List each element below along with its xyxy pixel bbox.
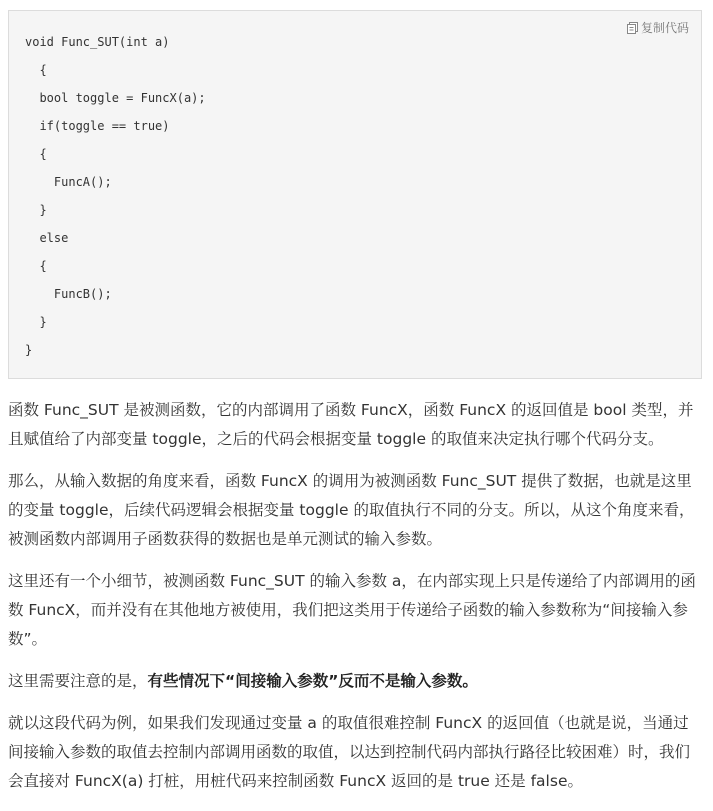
paragraph-4-prefix: 这里需要注意的是， <box>8 672 148 690</box>
code-lines <box>25 33 206 369</box>
paragraph-2: 那么，从输入数据的角度来看，函数 FuncX 的调用为被测函数 Func_SUT 提供了数据，也就是这里的变量 toggle，后续代码逻辑会根据变量 toggle 的取值执行不同的分支。所以，从这个角度来看，被测函数内部调用子函数获得的数据也是单元测试的输入参数。 <box>8 472 695 548</box>
paragraph-5: 就以这段代码为例，如果我们发现通过变量 a 的取值很难控制 FuncX 的返回值（也就是说，当通过间接输入参数的取值去控制内部调用函数的取值，以达到控制代码内部执行路径比较困难）时，我们会直接对 FuncX(a) 打桩，用桩代码来控制函数 FuncX 返回的是 true 还是 false。 <box>8 714 691 790</box>
paragraph-4 <box>8 667 704 696</box>
code-line: bool toggle = FuncX(a); <box>25 91 206 105</box>
paragraph-3: 这里还有一个小细节，被测函数 Func_SUT 的输入参数 a，在内部实现上只是传递给了内部调用的函数 FuncX，而并没有在其他地方被使用，我们把这类用于传递给子函数的输入参数称为“间接输入参数”。 <box>8 572 696 648</box>
copy-code-button[interactable] <box>627 19 689 36</box>
copy-code-label: 复制代码 <box>640 21 689 35</box>
code-line: FuncA(); <box>25 175 112 189</box>
code-line: void Func_SUT(int a) <box>25 35 170 49</box>
code-line: } <box>25 203 47 217</box>
code-line: } <box>25 343 33 357</box>
paragraph-4-emphasis: 有些情况下“间接输入参数”反而不是输入参数。 <box>147 672 478 690</box>
code-line: else <box>25 231 69 245</box>
code-block <box>8 10 702 379</box>
code-line: FuncB(); <box>25 287 112 301</box>
code-line: } <box>25 315 47 329</box>
code-line: { <box>25 147 47 161</box>
code-line: if(toggle == true) <box>25 119 170 133</box>
paragraph-1: 函数 Func_SUT 是被测函数，它的内部调用了函数 FuncX，函数 FuncX 的返回值是 bool 类型，并且赋值给了内部变量 toggle，之后的代码会根据变量 toggle 的取值来决定执行哪个代码分支。 <box>8 401 694 448</box>
article-body <box>8 396 704 809</box>
code-line: { <box>25 259 47 273</box>
copy-icon <box>627 22 638 34</box>
code-line: { <box>25 63 47 77</box>
